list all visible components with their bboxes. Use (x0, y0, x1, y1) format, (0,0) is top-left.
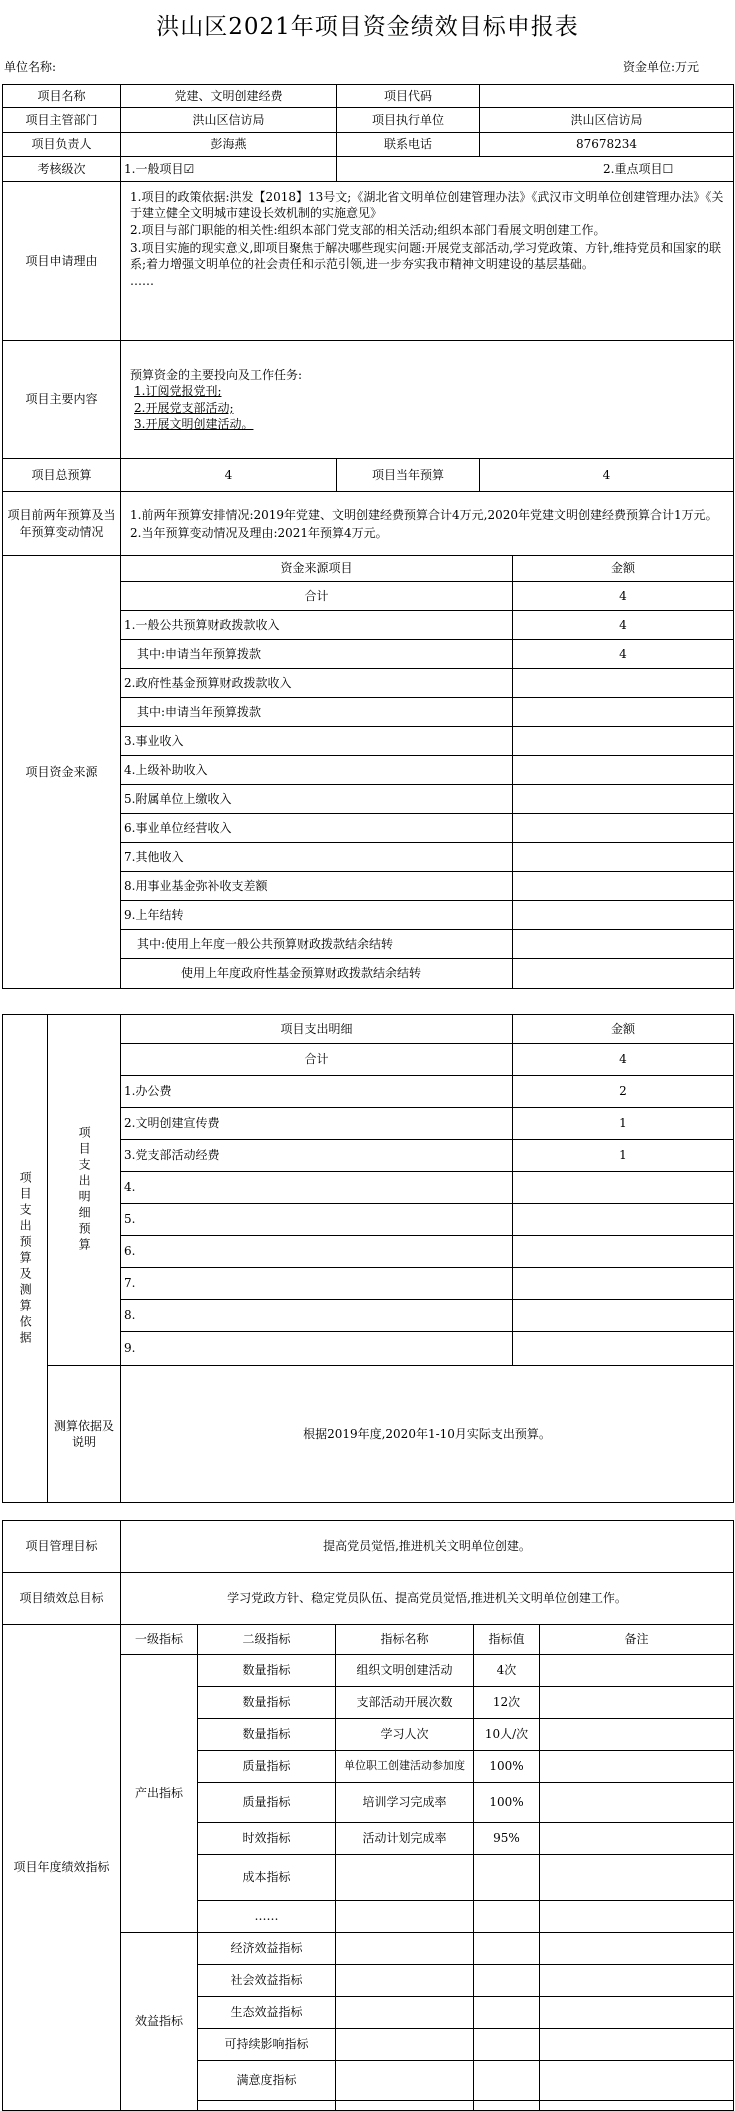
reason-line-4: …… (130, 273, 154, 288)
indicator-name (336, 2061, 474, 2101)
indicator-value (474, 1901, 540, 1933)
perf-goal-text: 学习党政方针、稳定党员队伍、提高党员觉悟,推进机关文明单位创建工作。 (121, 1573, 734, 1625)
header-note: 备注 (540, 1625, 734, 1655)
reason-text (121, 182, 734, 341)
dept-value: 洪山区信访局 (121, 108, 337, 133)
project-code-value (480, 85, 734, 108)
basis-text: 根据2019年度,2020年1-10月实际支出预算。 (121, 1366, 734, 1503)
indicator-level2: 时效指标 (198, 1823, 336, 1855)
currency-unit: 资金单位:万元 (622, 60, 699, 74)
indicator-value: 12次 (474, 1687, 540, 1719)
source-row-item: 6.事业单位经营收入 (121, 814, 513, 843)
expense-row-item: 8. (121, 1300, 513, 1332)
reason-label: 项目申请理由 (3, 182, 121, 341)
indicator-name (336, 2029, 474, 2061)
owner-label: 项目负责人 (3, 133, 121, 157)
prev-line-2: 2.当年预算变动情况及理由:2021年预算4万元。 (130, 525, 388, 540)
indicator-note (540, 1933, 734, 1965)
source-row-item: 8.用事业基金弥补收支差额 (121, 872, 513, 901)
source-label: 项目资金来源 (3, 556, 121, 989)
level-label: 考核级次 (3, 157, 121, 182)
output-label: 产出指标 (121, 1655, 198, 1933)
expense-row-amount (513, 1268, 734, 1300)
basis-label: 测算依据及说明 (48, 1366, 121, 1503)
indicator-note (540, 2029, 734, 2061)
level-key-checkbox[interactable]: 2.重点项目☐ (337, 157, 734, 182)
source-row-item: 2.政府性基金预算财政拨款收入 (121, 669, 513, 698)
source-row-amount (513, 901, 734, 930)
indicator-value (474, 1933, 540, 1965)
indicator-name: 学习人次 (336, 1719, 474, 1751)
content-item-1: 1.订阅党报党刊; (134, 384, 222, 399)
unit-name-label: 单位名称: (4, 60, 57, 74)
expense-outer-label-text: 项目支出预算及测算依据 (18, 1170, 33, 1347)
perf-goal-label: 项目绩效总目标 (3, 1573, 121, 1625)
indicator-value (474, 2101, 540, 2111)
indicator-level2: 数量指标 (198, 1687, 336, 1719)
source-row-item: 4.上级补助收入 (121, 756, 513, 785)
source-row-item: 合计 (121, 582, 513, 611)
content-intro: 预算资金的主要投向及工作任务: (130, 368, 303, 383)
source-header-amount: 金额 (513, 556, 734, 582)
content-label: 项目主要内容 (3, 341, 121, 459)
expense-inner-label-text: 项目支出明细预算 (77, 1126, 92, 1254)
expense-row-item: 6. (121, 1236, 513, 1268)
exec-unit-value: 洪山区信访局 (480, 108, 734, 133)
mgmt-goal-text: 提高党员觉悟,推进机关文明单位创建。 (121, 1521, 734, 1573)
basic-info-table (2, 84, 734, 556)
expense-outer-label (3, 1015, 48, 1503)
indicator-note (540, 1783, 734, 1823)
expense-row-item: 3.党支部活动经费 (121, 1140, 513, 1172)
indicator-value (474, 1997, 540, 2029)
indicator-name: 组织文明创建活动 (336, 1655, 474, 1687)
source-row-amount (513, 814, 734, 843)
indicator-level2: 可持续影响指标 (198, 2029, 336, 2061)
indicator-value: 4次 (474, 1655, 540, 1687)
dept-label: 项目主管部门 (3, 108, 121, 133)
indicator-value (474, 1965, 540, 1997)
header-level2: 二级指标 (198, 1625, 336, 1655)
indicator-note (540, 1997, 734, 2029)
indicator-level2: 生态效益指标 (198, 1997, 336, 2029)
source-row-item: 其中:使用上年度一般公共预算财政拨款结余结转 (121, 930, 513, 959)
goals-table (2, 1520, 734, 1625)
indicator-value: 100% (474, 1751, 540, 1783)
indicator-value: 10人/次 (474, 1719, 540, 1751)
indicator-note (540, 1655, 734, 1687)
prev-budget-label: 项目前两年预算及当年预算变动情况 (3, 492, 121, 556)
owner-value: 彭海燕 (121, 133, 337, 157)
content-item-2: 2.开展党支部活动; (134, 400, 234, 415)
prev-line-1: 1.前两年预算安排情况:2019年党建、文明创建经费预算合计4万元,2020年党建文明创建经费预算合计1万元。 (130, 508, 718, 523)
source-row-amount: 4 (513, 611, 734, 640)
form-page (2, 84, 733, 2092)
project-name-value: 党建、文明创建经费 (121, 85, 337, 108)
indicator-name: 单位职工创建活动参加度 (336, 1751, 474, 1783)
indicator-value (474, 1855, 540, 1901)
phone-label: 联系电话 (337, 133, 480, 157)
project-code-label: 项目代码 (337, 85, 480, 108)
indicator-note (540, 1901, 734, 1933)
expense-row-item: 2.文明创建宣传费 (121, 1108, 513, 1140)
source-row-item: 5.附属单位上缴收入 (121, 785, 513, 814)
source-row-amount (513, 669, 734, 698)
source-row-amount (513, 698, 734, 727)
expense-row-item: 1.办公费 (121, 1076, 513, 1108)
expense-row-item: 5. (121, 1204, 513, 1236)
indicator-name (336, 2101, 474, 2111)
expense-header-item: 项目支出明细 (121, 1015, 513, 1044)
content-item-3: 3.开展文明创建活动。 (134, 416, 254, 431)
source-row-item: 7.其他收入 (121, 843, 513, 872)
expense-row-amount: 4 (513, 1044, 734, 1076)
indicator-name: 活动计划完成率 (336, 1823, 474, 1855)
expense-row-amount: 2 (513, 1076, 734, 1108)
expense-row-amount (513, 1332, 734, 1366)
expense-row-item: 7. (121, 1268, 513, 1300)
indicator-level2: 满意度指标 (198, 2061, 336, 2101)
source-row-item: 其中:申请当年预算拨款 (121, 640, 513, 669)
indicator-level2 (198, 2101, 336, 2111)
phone-value: 87678234 (480, 133, 734, 157)
indicator-table (2, 1624, 734, 2111)
benefit-label: 效益指标 (121, 1933, 198, 2111)
indicator-note (540, 1687, 734, 1719)
indicator-name (336, 1933, 474, 1965)
source-row-amount (513, 785, 734, 814)
expense-inner-label (48, 1015, 121, 1366)
source-row-amount (513, 872, 734, 901)
source-row-amount (513, 959, 734, 989)
total-budget-value: 4 (121, 459, 337, 492)
indicator-value (474, 2061, 540, 2101)
expense-row-item: 9. (121, 1332, 513, 1366)
indicator-value: 95% (474, 1823, 540, 1855)
source-row-amount (513, 727, 734, 756)
source-row-item: 使用上年度政府性基金预算财政拨款结余结转 (121, 959, 513, 989)
indicator-value (474, 2029, 540, 2061)
source-header-item: 资金来源项目 (121, 556, 513, 582)
source-row-item: 9.上年结转 (121, 901, 513, 930)
level-general-checkbox[interactable]: 1.一般项目☑ (121, 157, 337, 182)
expense-row-amount (513, 1236, 734, 1268)
indicator-name: 培训学习完成率 (336, 1783, 474, 1823)
indicator-level2: 成本指标 (198, 1855, 336, 1901)
indicator-note (540, 2101, 734, 2111)
header-level1: 一级指标 (121, 1625, 198, 1655)
indicator-value: 100% (474, 1783, 540, 1823)
expense-row-amount (513, 1300, 734, 1332)
source-row-amount (513, 930, 734, 959)
indicator-note (540, 1719, 734, 1751)
indicator-level2: 数量指标 (198, 1655, 336, 1687)
indicator-level2: 质量指标 (198, 1783, 336, 1823)
source-row-amount (513, 756, 734, 785)
project-name-label: 项目名称 (3, 85, 121, 108)
indicator-name (336, 1901, 474, 1933)
source-row-amount (513, 843, 734, 872)
source-row-item: 其中:申请当年预算拨款 (121, 698, 513, 727)
expense-header-amount: 金额 (513, 1015, 734, 1044)
indicator-level2: 社会效益指标 (198, 1965, 336, 1997)
expense-row-amount: 1 (513, 1140, 734, 1172)
reason-line-3: 3.项目实施的现实意义,即项目聚焦于解决哪些现实问题:开展党支部活动,学习党政策、方针,维持党员和国家的联系;着力增强文明单位的社会责任和示范引领,进一步夯实我市精神文明建设的基层基础。 (130, 240, 721, 271)
header-value: 指标值 (474, 1625, 540, 1655)
indicator-note (540, 1965, 734, 1997)
indicator-name (336, 1997, 474, 2029)
indicator-note (540, 1855, 734, 1901)
expense-row-amount (513, 1172, 734, 1204)
indicator-name (336, 1855, 474, 1901)
current-budget-value: 4 (480, 459, 734, 492)
current-budget-label: 项目当年预算 (337, 459, 480, 492)
expense-row-item: 合计 (121, 1044, 513, 1076)
source-row-item: 1.一般公共预算财政拨款收入 (121, 611, 513, 640)
total-budget-label: 项目总预算 (3, 459, 121, 492)
prev-budget-text (121, 492, 734, 556)
expense-table (2, 1014, 734, 1503)
indicator-level2: …… (198, 1901, 336, 1933)
exec-unit-label: 项目执行单位 (337, 108, 480, 133)
indicator-name (336, 1965, 474, 1997)
source-row-amount: 4 (513, 582, 734, 611)
source-row-item: 3.事业收入 (121, 727, 513, 756)
indicator-level2: 经济效益指标 (198, 1933, 336, 1965)
indicator-note (540, 1751, 734, 1783)
annual-label: 项目年度绩效指标 (3, 1625, 121, 2111)
expense-row-amount: 1 (513, 1108, 734, 1140)
expense-row-item: 4. (121, 1172, 513, 1204)
reason-line-2: 2.项目与部门职能的相关性:组织本部门党支部的相关活动;组织本部门看展文明创建工作。 (130, 223, 606, 238)
indicator-level2: 质量指标 (198, 1751, 336, 1783)
indicator-note (540, 2061, 734, 2101)
page-title: 洪山区2021年项目资金绩效目标申报表 (156, 14, 579, 40)
indicator-level2: 数量指标 (198, 1719, 336, 1751)
funding-source-table (2, 555, 734, 989)
reason-line-1: 1.项目的政策依据:洪发【2018】13号文;《湖北省文明单位创建管理办法》《武汉市文明单位创建管理办法》《关于建立健全文明城市建设长效机制的实施意见》 (130, 190, 724, 221)
indicator-note (540, 1823, 734, 1855)
source-row-amount: 4 (513, 640, 734, 669)
expense-row-amount (513, 1204, 734, 1236)
header-name: 指标名称 (336, 1625, 474, 1655)
indicator-name: 支部活动开展次数 (336, 1687, 474, 1719)
content-text (121, 341, 734, 459)
mgmt-goal-label: 项目管理目标 (3, 1521, 121, 1573)
